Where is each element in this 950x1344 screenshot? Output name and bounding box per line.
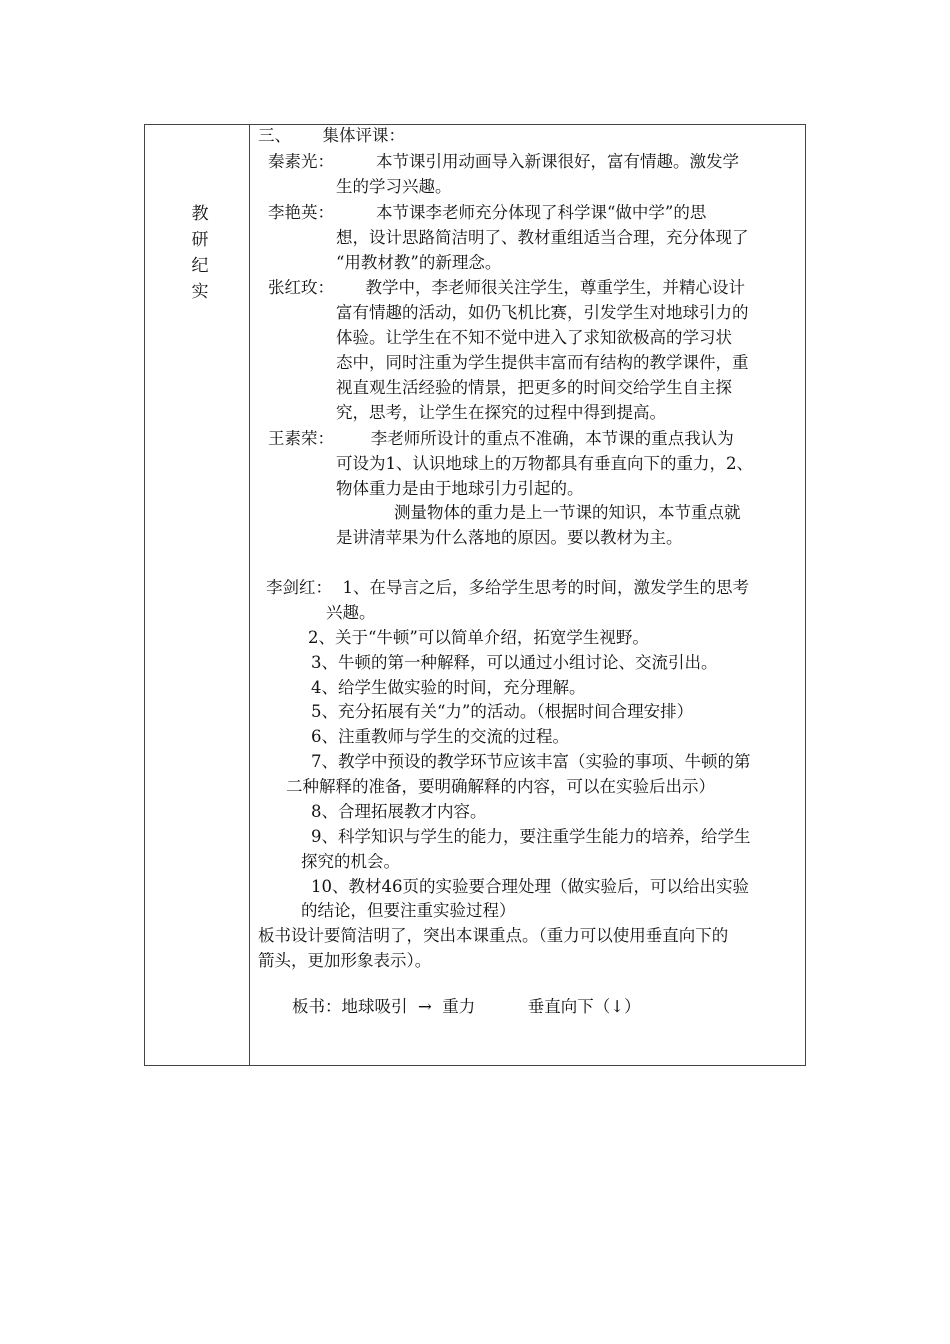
board-note: 箭头，更加形象表示）。 (258, 951, 432, 970)
comment-line: 物体重力是由于地球引力引起的。 (336, 479, 584, 498)
suggestion-item: 探究的机会。 (301, 852, 400, 871)
comment-line: 体验。让学生在不知不觉中进入了求知欲极高的学习状 (336, 328, 732, 347)
comment-line: 究，思考，让学生在探究的过程中得到提高。 (336, 403, 666, 422)
suggestion-item: 10、教材46页的实验要合理处理（做实验后，可以给出实验 (311, 877, 749, 896)
label-char: 研 (191, 230, 209, 250)
suggestion-item: 6、注重教师与学生的交流的过程。 (311, 727, 569, 746)
comment-line: 秦素光： 本节课引用动画导入新课很好，富有情趣。激发学 (268, 152, 739, 171)
comment-line: “用教材教”的新理念。 (336, 253, 502, 272)
label-char: 实 (191, 282, 209, 302)
suggestion-item: 9、科学知识与学生的能力，要注重学生能力的培养，给学生 (311, 827, 751, 846)
suggestion-item: 3、牛顿的第一种解释，可以通过小组讨论、交流引出。 (311, 653, 718, 672)
comment-line: 李艳英： 本节课李老师充分体现了科学课“做中学”的思 (268, 203, 707, 222)
suggestion-item: 4、给学生做实验的时间，充分理解。 (311, 678, 586, 697)
suggestion-item: 的结论，但要注重实验过程） (301, 901, 516, 920)
comment-line: 富有情趣的活动，如仍飞机比赛，引发学生对地球引力的 (336, 303, 749, 322)
comment-line: 视直观生活经验的情景，把更多的时间交给学生自主探 (336, 378, 732, 397)
comment-line: 可设为1、认识地球上的万物都具有垂直向下的重力，2、 (336, 454, 753, 473)
suggestion-item: 2、关于“牛顿”可以简单介绍，拓宽学生视野。 (308, 628, 649, 647)
board-note: 板书设计要简洁明了，突出本课重点。（重力可以使用垂直向下的 (258, 926, 729, 945)
comment-line: 王素荣： 李老师所设计的重点不准确，本节课的重点我认为 (268, 429, 734, 448)
label-char: 教 (191, 204, 209, 224)
suggestion-item: 8、合理拓展教才内容。 (311, 802, 487, 821)
board-layout: 板书：地球吸引 → 重力 垂直向下（↓） (292, 997, 641, 1016)
comment-line: 张红玫： 教学中，李老师很关注学生，尊重学生，并精心设计 (268, 278, 745, 297)
suggestion-item: 二种解释的准备，要明确解释的内容，可以在实验后出示） (286, 777, 715, 796)
comment-line: 是讲清苹果为什么落地的原因。要以教材为主。 (336, 528, 683, 547)
label-char: 纪 (191, 256, 209, 276)
comment-line: 李剑红： 1、在导言之后，多给学生思考的时间，激发学生的思考 (266, 578, 749, 597)
section-heading: 三、 集体评课： (258, 126, 405, 145)
comment-line: 生的学习兴趣。 (336, 177, 452, 196)
suggestion-item: 5、充分拓展有关“力”的活动。（根据时间合理安排） (311, 702, 694, 721)
comment-line: 测量物体的重力是上一节课的知识，本节重点就 (394, 503, 741, 522)
suggestion-item: 7、教学中预设的教学环节应该丰富（实验的事项、牛顿的第 (311, 752, 751, 771)
comment-line: 想，设计思路简洁明了、教材重组适当合理，充分体现了 (336, 228, 749, 247)
comment-line: 态中，同时注重为学生提供丰富而有结构的教学课件，重 (336, 353, 749, 372)
comment-line: 兴趣。 (326, 603, 376, 622)
